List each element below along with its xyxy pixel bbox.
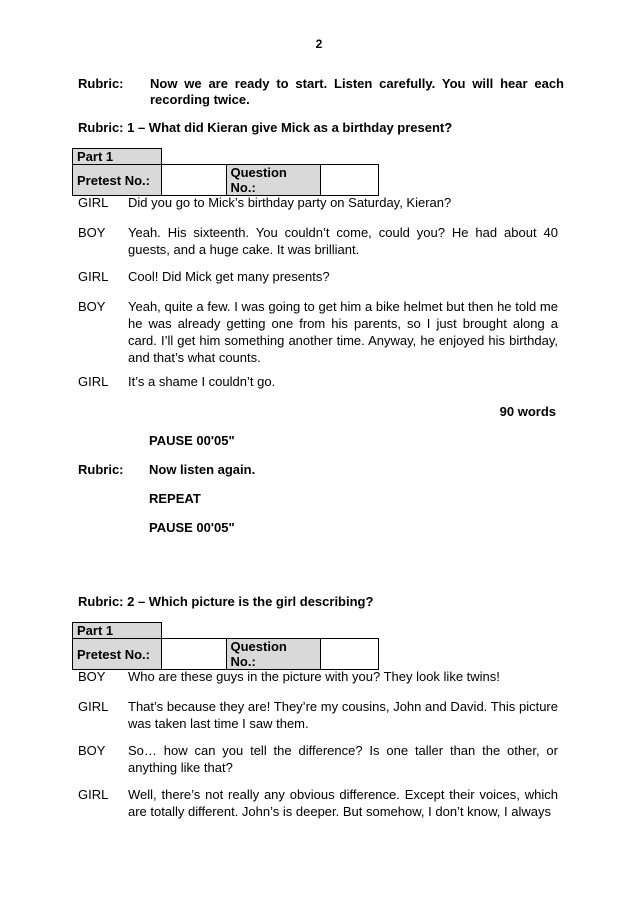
rubric-question-2: Rubric: 2 – Which picture is the girl describing? [78, 594, 374, 609]
question-cell: Question No.: [226, 165, 320, 196]
pause-instruction: PAUSE 00'05" [149, 433, 235, 448]
pretest-value-cell [162, 639, 227, 670]
dialogue-text: Yeah, quite a few. I was going to get him a bike helmet but then he told me he was already getting one from his parents, so I just brought along a card. I’ll get him something another time. Anyway, he enjoyed his birthday, and that’s what counts. [128, 299, 558, 365]
listen-again-text: Now listen again. [149, 462, 256, 477]
dialogue-text: That’s because they are! They’re my cousins, John and David. This picture was taken last time I saw them. [128, 699, 558, 731]
speaker-label: GIRL [78, 269, 109, 284]
dialogue-text: Cool! Did Mick get many presents? [128, 269, 330, 284]
dialogue-line [78, 373, 558, 390]
speaker-label: GIRL [78, 195, 109, 210]
question-cell: Question No.: [226, 639, 320, 670]
dialogue-text: Well, there’s not really any obvious difference. Except their voices, which are totally different. John’s is deeper. But somehow, I don’t know, I always [128, 787, 558, 819]
speaker-label: GIRL [78, 787, 109, 802]
part-cell: Part 1 [73, 149, 162, 165]
dialogue-line [78, 298, 558, 366]
dialogue-line [78, 742, 558, 776]
word-count: 90 words [499, 404, 556, 419]
pretest-cell: Pretest No.: [73, 165, 162, 196]
dialogue-line [78, 786, 558, 820]
intro-rubric [78, 76, 564, 108]
pretest-cell: Pretest No.: [73, 639, 162, 670]
dialogue-text: Yeah. His sixteenth. You couldn’t come, could you? He had about 40 guests, and a huge cake. It was brilliant. [128, 225, 558, 257]
question-value-cell [320, 165, 378, 196]
page-number: 2 [315, 37, 323, 51]
speaker-label: BOY [78, 743, 106, 758]
listen-again-label: Rubric: [78, 462, 124, 477]
rubric-question-1: Rubric: 1 – What did Kieran give Mick as a birthday present? [78, 120, 453, 135]
speaker-label: GIRL [78, 374, 109, 389]
part-cell: Part 1 [73, 623, 162, 639]
dialogue-text: So… how can you tell the difference? Is one taller than the other, or anything like that? [128, 743, 558, 775]
dialogue-line [78, 268, 558, 285]
speaker-label: GIRL [78, 699, 109, 714]
dialogue-line [78, 224, 558, 258]
dialogue-line [78, 698, 558, 732]
dialogue-text: Who are these guys in the picture with you? They look like twins! [128, 669, 500, 684]
dialogue-line [78, 668, 558, 685]
speaker-label: BOY [78, 669, 106, 684]
part2-info-table [72, 622, 379, 670]
speaker-label: BOY [78, 299, 106, 314]
intro-rubric-text: Now we are ready to start. Listen carefully. You will hear each recording twice. [150, 76, 564, 107]
dialogue-line [78, 194, 558, 211]
repeat-instruction: REPEAT [149, 491, 201, 506]
dialogue-text: It’s a shame I couldn’t go. [128, 374, 276, 389]
dialogue-text: Did you go to Mick’s birthday party on Saturday, Kieran? [128, 195, 452, 210]
pause-instruction: PAUSE 00'05" [149, 520, 235, 535]
intro-rubric-label: Rubric: [78, 76, 124, 91]
speaker-label: BOY [78, 225, 106, 240]
question-value-cell [320, 639, 378, 670]
part1-info-table [72, 148, 379, 196]
pretest-value-cell [162, 165, 227, 196]
